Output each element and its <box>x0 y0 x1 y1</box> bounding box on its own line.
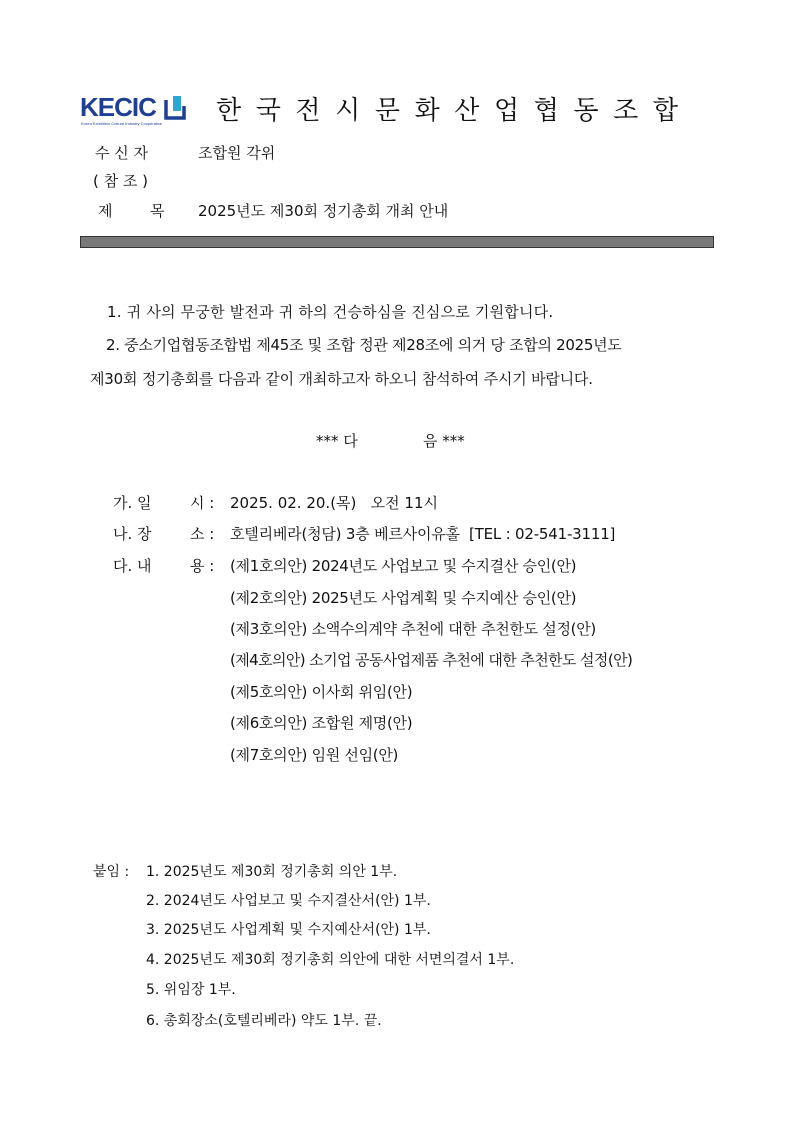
agenda-item: (제6호의안) 조합원 제명(안) <box>230 714 413 732</box>
agenda-item: (제4호의안) 소기업 공동사업제품 추천에 대한 추천한도 설정(안) <box>230 651 633 669</box>
content-label-2: 용 : <box>190 557 215 575</box>
agenda-item: (제7호의안) 임원 선임(안) <box>230 746 399 764</box>
place-value: 호텔리베라(청담) 3층 베르사이유홀 [TEL : 02-541-3111] <box>230 525 616 543</box>
notice-heading-right: 음 *** <box>423 432 465 450</box>
paragraph-2-line-2: 제30회 정기총회를 다음과 같이 개최하고자 하오니 참석하여 주시기 바랍니다. <box>90 370 593 388</box>
logo-mark-icon <box>164 94 186 120</box>
attachment-item: 3. 2025년도 사업계획 및 수지예산서(안) 1부. <box>146 922 431 938</box>
reference-label: ( 참 조 ) <box>93 172 148 190</box>
header-divider-bar <box>80 236 714 248</box>
attachment-item: 1. 2025년도 제30회 정기총회 의안 1부. <box>146 864 398 880</box>
place-label-2: 소 : <box>190 525 215 543</box>
attachment-item: 2. 2024년도 사업보고 및 수지결산서(안) 1부. <box>146 893 431 909</box>
agenda-item: (제1호의안) 2024년도 사업보고 및 수지결산 승인(안) <box>230 557 577 575</box>
date-label-2: 시 : <box>190 494 215 512</box>
agenda-item: (제3호의안) 소액수의계약 추천에 대한 추천한도 설정(안) <box>230 620 596 638</box>
subject-label-2: 목 <box>150 202 165 220</box>
paragraph-2-line-1: 2. 중소기업협동조합법 제45조 및 조합 정관 제28조에 의거 당 조합의 2025년도 <box>106 336 622 354</box>
paragraph-1: 1. 귀 사의 무궁한 발전과 귀 하의 건승하심을 진심으로 기원합니다. <box>107 303 554 321</box>
date-value: 2025. 02. 20.(목) 오전 11시 <box>230 494 439 512</box>
agenda-item: (제2호의안) 2025년도 사업계획 및 수지예산 승인(안) <box>230 589 577 607</box>
notice-heading-left: *** 다 <box>316 432 358 450</box>
subject-label-1: 제 <box>98 202 113 220</box>
date-label: 가. 일 <box>113 494 152 512</box>
kecic-logo <box>80 92 190 128</box>
agenda-item: (제5호의안) 이사회 위임(안) <box>230 683 413 701</box>
attachment-item: 6. 총회장소(호텔리베라) 약도 1부. 끝. <box>146 1013 382 1029</box>
attachment-item: 5. 위임장 1부. <box>146 982 236 998</box>
attachment-item: 4. 2025년도 제30회 정기총회 의안에 대한 서면의결서 1부. <box>146 952 515 968</box>
subject-value: 2025년도 제30회 정기총회 개최 안내 <box>198 202 449 220</box>
content-label: 다. 내 <box>113 557 152 575</box>
logo-wordmark: KECIC <box>80 92 156 122</box>
organization-name: 한국전시문화산업협동조합 <box>216 96 693 126</box>
logo-subtitle: Korea Exhibition Culture Industry Cooperative <box>81 121 163 126</box>
recipient-label: 수 신 자 <box>95 144 149 162</box>
place-label: 나. 장 <box>113 525 152 543</box>
recipient-value: 조합원 각위 <box>198 144 276 162</box>
attachments-label: 붙임 : <box>93 864 130 880</box>
